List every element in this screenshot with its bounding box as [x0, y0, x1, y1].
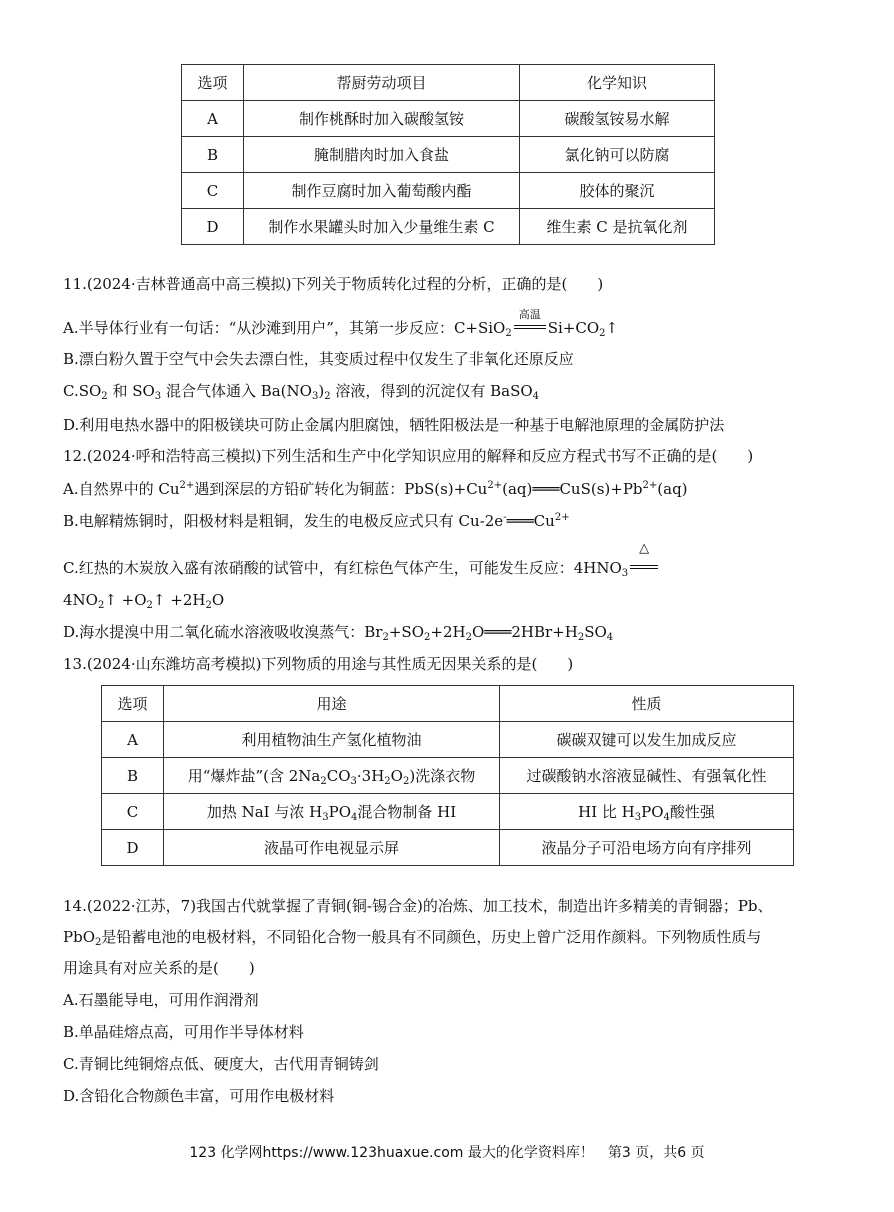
q12-option-b [63, 511, 570, 531]
q11-c-text: 和 SO [107, 382, 155, 400]
table-cell [500, 794, 794, 830]
table-header-cell: 化学知识 [520, 65, 715, 101]
table-cell: 液晶可作电视显示屏 [164, 830, 500, 866]
q12-d-text: D.海水提溴中用二氧化硫水溶液吸收溴蒸气：Br [63, 623, 383, 641]
table-cell: 腌制腊肉时加入食盐 [244, 137, 520, 173]
superscript: 2+ [487, 480, 503, 491]
cell-text: HI 比 H [578, 803, 635, 821]
subscript: 3 [322, 812, 329, 823]
table-header-cell: 选项 [102, 686, 164, 722]
subscript: 2 [95, 937, 102, 948]
subscript: 2 [384, 776, 391, 787]
q12-b-text: ═══Cu [506, 512, 555, 530]
superscript: 2+ [554, 512, 570, 523]
page-footer: 123 化学网https://www.123huaxue.com 最大的化学资料库！ 第3 页，共6 页 [189, 1145, 705, 1161]
q12-a-text: A.自然界中的 Cu [63, 480, 180, 498]
q12-c-text: ↑ +2H [152, 591, 206, 609]
cell-text: )洗涤衣物 [409, 767, 476, 785]
table-header-cell: 帮厨劳动项目 [244, 65, 520, 101]
table-row [102, 722, 794, 758]
q14-stem-line1: 14.(2022·江苏，7)我国古代就掌握了青铜(铜-锡合金)的冶炼、加工技术，制造出许多精美的青铜器；Pb、 [63, 897, 773, 915]
table-cell: 过碳酸钠水溶液显碱性、有强氧化性 [500, 758, 794, 794]
q14-stem-line2 [63, 927, 761, 947]
subscript: 2 [97, 600, 105, 611]
subscript: 2 [402, 776, 410, 787]
table-cell [164, 758, 500, 794]
q11-a-product: Si+CO [547, 319, 600, 337]
table-cell: A [182, 101, 244, 137]
cell-text: 混合物制备 HI [357, 803, 457, 821]
heat-symbol: △ [639, 541, 650, 556]
q12-option-c-cont [63, 590, 224, 610]
q11-option-a [63, 308, 619, 339]
q14-option-c: C.青铜比纯铜熔点低、硬度大，古代用青铜铸剑 [63, 1055, 379, 1073]
subscript: 4 [532, 391, 540, 402]
subscript: 2 [146, 600, 153, 611]
subscript: 2 [577, 632, 585, 643]
table-row [182, 137, 715, 173]
reaction-condition [628, 541, 660, 575]
superscript: 2+ [642, 480, 658, 491]
table-cell: 液晶分子可沿电场方向有序排列 [500, 830, 794, 866]
q12-d-text: O═══2HBr+H [471, 623, 578, 641]
table-row [102, 794, 794, 830]
q11-c-text: 混合气体通入 Ba(NO [161, 382, 312, 400]
q13-stem: 13.(2024·山东潍坊高考模拟)下列物质的用途与其性质无因果关系的是( ) [63, 655, 574, 673]
table-row [182, 101, 715, 137]
superscript: - [503, 512, 507, 523]
subscript: 2 [382, 632, 389, 643]
subscript: 2 [320, 776, 327, 787]
table-uses-properties [101, 685, 794, 866]
q14-option-b: B.单晶硅熔点高，可用作半导体材料 [63, 1023, 304, 1041]
table-cell: A [102, 722, 164, 758]
q14-text: 是铅蓄电池的电极材料，不同铅化合物一般具有不同颜色，历史上曾广泛用作颜料。下列物质性质与 [101, 928, 762, 946]
cell-text: PO [641, 803, 664, 821]
subscript: 2 [505, 328, 512, 339]
q12-d-text: +2H [430, 623, 466, 641]
cell-text: 酸性强 [669, 803, 715, 821]
subscript: 3 [350, 776, 357, 787]
table-row [102, 830, 794, 866]
superscript: 2+ [179, 480, 195, 491]
table-header-row [182, 65, 715, 101]
q12-stem: 12.(2024·呼和浩特高三模拟)下列生活和生产中化学知识应用的解释和反应方程式书写不正确的是( ) [63, 447, 754, 465]
subscript: 2 [205, 600, 212, 611]
q14-option-d: D.含铅化合物颜色丰富，可用作电极材料 [63, 1087, 335, 1105]
cell-text: O [390, 767, 403, 785]
table-cell: B [102, 758, 164, 794]
table-cell: 胶体的聚沉 [520, 173, 715, 209]
q12-option-a [63, 479, 688, 499]
q12-option-c [63, 541, 660, 579]
q12-c-text: O [211, 591, 225, 609]
table-row [182, 173, 715, 209]
cell-text: 加热 NaI 与浓 H [206, 803, 323, 821]
q12-option-d [63, 622, 613, 642]
q11-stem: 11.(2024·吉林普通高中高三模拟)下列关于物质转化过程的分析，正确的是( ) [63, 275, 604, 293]
q11-option-d: D.利用电热水器中的阳极镁块可防止金属内胆腐蚀，牺牲阳极法是一种基于电解池原理的金属防护法 [63, 416, 725, 434]
subscript: 2 [465, 632, 472, 643]
table-cell: C [182, 173, 244, 209]
q12-c-text: ↑ +O [104, 591, 147, 609]
subscript: 4 [663, 812, 670, 823]
table-cell: 维生素 C 是抗氧化剂 [520, 209, 715, 245]
table-header-cell: 用途 [164, 686, 500, 722]
table-cell: 利用植物油生产氢化植物油 [164, 722, 500, 758]
subscript: 3 [634, 812, 642, 823]
subscript: 4 [351, 812, 358, 823]
q12-a-text: (aq) [657, 480, 688, 498]
q14-stem-line3: 用途具有对应关系的是( ) [63, 959, 255, 977]
q12-a-text: 遇到深层的方铅矿转化为铜蓝：PbS(s)+Cu [194, 480, 488, 498]
q12-d-text: SO [584, 623, 607, 641]
condition-label: 高温 [518, 308, 541, 321]
table-cell: C [102, 794, 164, 830]
table-cell: 制作桃酥时加入碳酸氢铵 [244, 101, 520, 137]
table-row [102, 758, 794, 794]
q11-c-text: C.SO [63, 382, 102, 400]
subscript: 2 [324, 391, 331, 402]
q11-option-c [63, 381, 539, 401]
subscript: 2 [101, 391, 108, 402]
table-cell: D [182, 209, 244, 245]
subscript: 3 [621, 568, 629, 579]
q12-a-text: (aq)═══CuS(s)+Pb [502, 480, 643, 498]
subscript: 2 [424, 632, 431, 643]
subscript: 4 [606, 632, 614, 643]
table-cell: B [182, 137, 244, 173]
subscript: 3 [311, 391, 319, 402]
subscript: 2 [599, 328, 606, 339]
q14-option-a: A.石墨能导电，可用作润滑剂 [63, 991, 259, 1009]
q12-d-text: +SO [388, 623, 424, 641]
q11-a-text: A.半导体行业有一句话：“从沙滩到用户”，其第一步反应：C+SiO [63, 319, 506, 337]
subscript: 3 [154, 391, 162, 402]
q12-b-text: B.电解精炼铜时，阳极材料是粗铜，发生的电极反应式只有 Cu-2e [63, 512, 504, 530]
gas-arrow: ↑ [605, 319, 619, 337]
q12-c-text: C.红热的木炭放入盛有浓硝酸的试管中，有红棕色气体产生，可能发生反应：4HNO [63, 559, 622, 577]
cell-text: ·3H [356, 767, 385, 785]
table-kitchen-labor [181, 64, 715, 245]
q11-c-text: 溶液，得到的沉淀仅有 BaSO [330, 382, 533, 400]
table-row [182, 209, 715, 245]
q12-c-text: 4NO [63, 591, 98, 609]
table-cell: 制作豆腐时加入葡萄酸内酯 [244, 173, 520, 209]
table-cell: 氯化钠可以防腐 [520, 137, 715, 173]
table-header-cell: 选项 [182, 65, 244, 101]
cell-text: CO [326, 767, 351, 785]
table-cell [164, 794, 500, 830]
reaction-condition [512, 308, 548, 335]
table-cell: D [102, 830, 164, 866]
q14-text: PbO [63, 928, 95, 946]
table-cell: 碳酸氢铵易水解 [520, 101, 715, 137]
table-cell: 制作水果罐头时加入少量维生素 C [244, 209, 520, 245]
table-header-row [102, 686, 794, 722]
q11-c-text: ) [318, 382, 325, 400]
q11-option-b: B.漂白粉久置于空气中会失去漂白性，其变质过程中仅发生了非氧化还原反应 [63, 350, 574, 368]
cell-text: PO [328, 803, 351, 821]
table-header-cell: 性质 [500, 686, 794, 722]
cell-text: 用“爆炸盐”(含 2Na [187, 767, 321, 785]
table-cell: 碳碳双键可以发生加成反应 [500, 722, 794, 758]
